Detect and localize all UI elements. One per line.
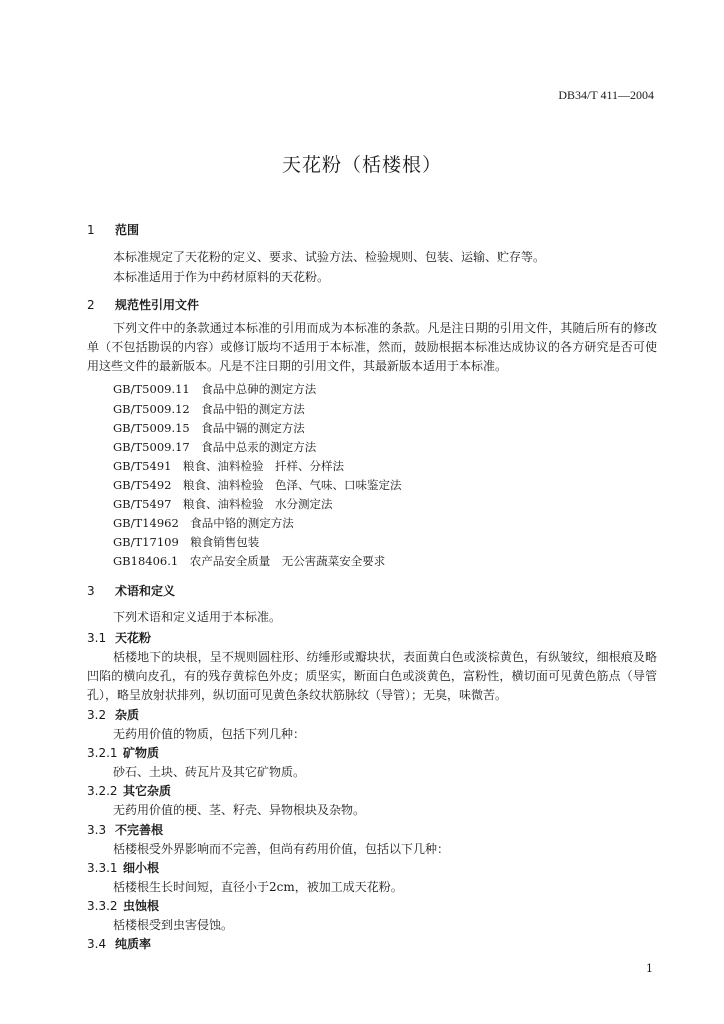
paragraph: 栝楼地下的块根，呈不规则圆柱形、纺缍形或瓣块状，表面黄白色或淡棕黄色，有纵皱纹，细根痕及略凹陷的横向皮孔，有的残存黄棕色外皮；质坚实，断面白色或淡黄色，富粉性，横切面可见黄色筋点（导管孔），略呈放射状排列，纵切面可见黄色条纹状筋脉纹（导管）；无臭，味微苦。 (87, 650, 657, 702)
subsection-3-1-heading (87, 629, 151, 646)
section-title: 范围 (115, 223, 140, 237)
reference-item: GB/T17109 粮食销售包装 (113, 535, 260, 549)
subsection-3-2-heading (87, 706, 139, 723)
reference-item: GB/T5009.12 食品中铅的测定方法 (113, 402, 305, 416)
section-number: 3.2.1 (87, 746, 118, 760)
subsection-3-3-heading (87, 821, 163, 838)
paragraph: 本标准规定了天花粉的定义、要求、试验方法、检验规则、包装、运输、贮存等。 (113, 250, 546, 264)
paragraph: 栝楼根受到虫害侵蚀。 (113, 918, 234, 932)
paragraph: 无药用价值的梗、茎、籽壳、异物根块及杂物。 (113, 803, 366, 817)
section-title: 杂质 (115, 708, 140, 722)
section-title: 矿物质 (123, 746, 160, 760)
section-3-heading (87, 582, 175, 599)
section-title: 规范性引用文件 (115, 298, 200, 312)
section-number: 3.2.2 (87, 784, 118, 798)
section-title: 其它杂质 (123, 784, 172, 798)
reference-item: GB/T5491 粮食、油料检验 扦样、分样法 (113, 459, 344, 473)
section-number: 3.3.2 (87, 899, 118, 913)
subsection-3-3-2-heading (87, 897, 159, 914)
section-1-heading (87, 221, 139, 238)
section-title: 不完善根 (115, 823, 164, 837)
section-title: 天花粉 (115, 631, 152, 645)
section-title: 术语和定义 (115, 584, 176, 598)
section-2-heading (87, 296, 199, 313)
paragraph: 栝楼根生长时间短，直径小于2cm，被加工成天花粉。 (113, 880, 403, 894)
paragraph: 栝楼根受外界影响而不完善，但尚有药用价值，包括以下几种： (113, 842, 450, 856)
section-number: 3.4 (87, 937, 107, 951)
page-title: 天花粉（栝楼根） (281, 154, 442, 176)
paragraph: 砂石、土块、砖瓦片及其它矿物质。 (113, 765, 306, 779)
section-number: 3.3 (87, 823, 107, 837)
section-number: 1 (87, 223, 95, 237)
section-number: 3 (87, 584, 95, 598)
paragraph: 本标准适用于作为中药材原料的天花粉。 (113, 270, 330, 284)
subsection-3-2-1-heading (87, 744, 159, 761)
paragraph: 下列术语和定义适用于本标准。 (113, 610, 282, 624)
reference-item: GB/T5009.17 食品中总汞的测定方法 (113, 440, 317, 454)
section-number: 2 (87, 298, 95, 312)
subsection-3-4-heading (87, 935, 151, 952)
section-title: 纯质率 (115, 937, 152, 951)
paragraph: 无药用价值的物质，包括下列几种： (113, 727, 306, 741)
section-title: 虫蚀根 (123, 899, 160, 913)
section-number: 3.2 (87, 708, 107, 722)
document-number: DB34/T 411—2004 (558, 88, 654, 102)
reference-item: GB/T14962 食品中铬的测定方法 (113, 516, 294, 530)
paragraph: 下列文件中的条款通过本标准的引用而成为本标准的条款。凡是注日期的引用文件，其随后所有的修改单（不包括勘误的内容）或修订版均不适用于本标准，然而，鼓励根据本标准达成协议的各方研究是否可使用这些文件的最新版本。凡是不注日期的引用文件，其最新版本适用于本标准。 (87, 321, 657, 373)
reference-item: GB/T5492 粮食、油料检验 色泽、气味、口味鉴定法 (113, 478, 402, 492)
reference-item: GB/T5497 粮食、油料检验 水分测定法 (113, 497, 333, 511)
reference-item: GB/T5009.15 食品中镉的测定方法 (113, 421, 305, 435)
section-number: 3.3.1 (87, 861, 118, 875)
reference-item: GB/T5009.11 食品中总砷的测定方法 (113, 382, 317, 396)
reference-item: GB18406.1 农产品安全质量 无公害蔬菜安全要求 (113, 554, 386, 568)
section-number: 3.1 (87, 631, 107, 645)
subsection-3-2-2-heading (87, 782, 171, 799)
subsection-3-3-1-heading (87, 859, 159, 876)
section-title: 细小根 (123, 861, 160, 875)
page-number: 1 (646, 962, 653, 975)
